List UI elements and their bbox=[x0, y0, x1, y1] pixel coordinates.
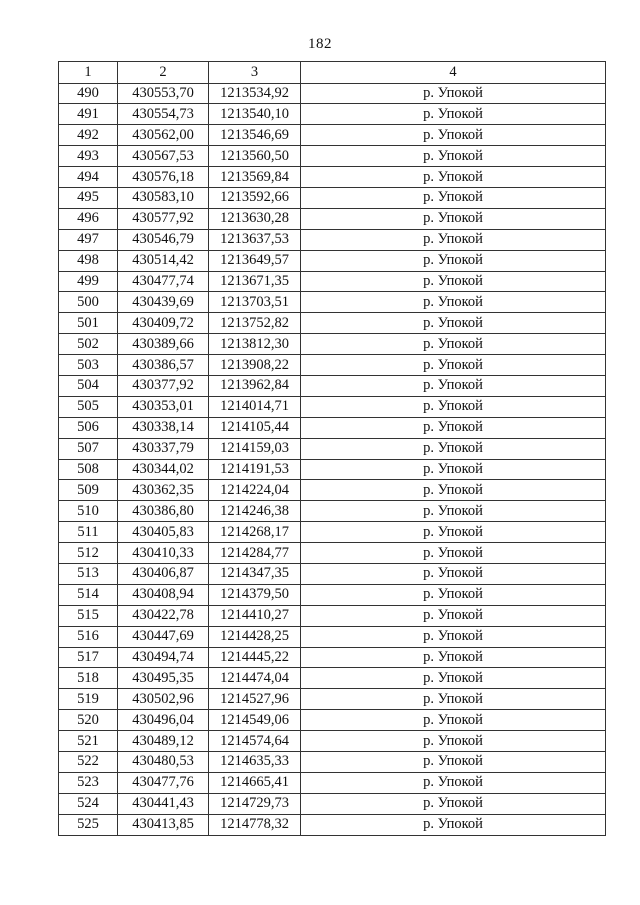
point-number-cell: 491 bbox=[59, 104, 118, 125]
point-number-cell: 490 bbox=[59, 83, 118, 104]
x-coordinate-cell: 430577,92 bbox=[118, 208, 209, 229]
description-cell: р. Упокой bbox=[301, 208, 606, 229]
point-number-cell: 506 bbox=[59, 417, 118, 438]
description-cell: р. Упокой bbox=[301, 814, 606, 835]
description-cell: р. Упокой bbox=[301, 83, 606, 104]
table-row bbox=[59, 605, 606, 626]
point-number-cell: 525 bbox=[59, 814, 118, 835]
y-coordinate-cell: 1214246,38 bbox=[209, 501, 301, 522]
point-number-cell: 518 bbox=[59, 668, 118, 689]
table-row bbox=[59, 271, 606, 292]
point-number-cell: 513 bbox=[59, 563, 118, 584]
y-coordinate-cell: 1214191,53 bbox=[209, 459, 301, 480]
y-coordinate-cell: 1213649,57 bbox=[209, 250, 301, 271]
x-coordinate-cell: 430502,96 bbox=[118, 689, 209, 710]
point-number-cell: 520 bbox=[59, 710, 118, 731]
x-coordinate-cell: 430338,14 bbox=[118, 417, 209, 438]
x-coordinate-cell: 430413,85 bbox=[118, 814, 209, 835]
description-cell: р. Упокой bbox=[301, 772, 606, 793]
x-coordinate-cell: 430439,69 bbox=[118, 292, 209, 313]
y-coordinate-cell: 1214159,03 bbox=[209, 438, 301, 459]
y-coordinate-cell: 1214014,71 bbox=[209, 396, 301, 417]
x-coordinate-cell: 430353,01 bbox=[118, 396, 209, 417]
description-cell: р. Упокой bbox=[301, 731, 606, 752]
description-cell: р. Упокой bbox=[301, 543, 606, 564]
description-cell: р. Упокой bbox=[301, 459, 606, 480]
x-coordinate-cell: 430377,92 bbox=[118, 375, 209, 396]
y-coordinate-cell: 1214268,17 bbox=[209, 522, 301, 543]
point-number-cell: 495 bbox=[59, 187, 118, 208]
x-coordinate-cell: 430386,57 bbox=[118, 355, 209, 376]
page-number: 182 bbox=[308, 36, 332, 52]
point-number-cell: 511 bbox=[59, 522, 118, 543]
description-cell: р. Упокой bbox=[301, 104, 606, 125]
point-number-cell: 512 bbox=[59, 543, 118, 564]
description-cell: р. Упокой bbox=[301, 313, 606, 334]
y-coordinate-cell: 1214527,96 bbox=[209, 689, 301, 710]
description-cell: р. Упокой bbox=[301, 187, 606, 208]
x-coordinate-cell: 430410,33 bbox=[118, 543, 209, 564]
description-cell: р. Упокой bbox=[301, 167, 606, 188]
point-number-cell: 516 bbox=[59, 626, 118, 647]
table-row bbox=[59, 459, 606, 480]
description-cell: р. Упокой bbox=[301, 793, 606, 814]
description-cell: р. Упокой bbox=[301, 375, 606, 396]
point-number-cell: 505 bbox=[59, 396, 118, 417]
table-row bbox=[59, 229, 606, 250]
y-coordinate-cell: 1213637,53 bbox=[209, 229, 301, 250]
y-coordinate-cell: 1214574,64 bbox=[209, 731, 301, 752]
x-coordinate-cell: 430553,70 bbox=[118, 83, 209, 104]
table-row bbox=[59, 793, 606, 814]
table-row bbox=[59, 146, 606, 167]
table-row bbox=[59, 187, 606, 208]
y-coordinate-cell: 1214778,32 bbox=[209, 814, 301, 835]
table-row bbox=[59, 626, 606, 647]
description-cell: р. Упокой bbox=[301, 501, 606, 522]
point-number-cell: 492 bbox=[59, 125, 118, 146]
point-number-cell: 510 bbox=[59, 501, 118, 522]
y-coordinate-cell: 1213540,10 bbox=[209, 104, 301, 125]
description-cell: р. Упокой bbox=[301, 668, 606, 689]
table-row bbox=[59, 647, 606, 668]
x-coordinate-cell: 430567,53 bbox=[118, 146, 209, 167]
description-cell: р. Упокой bbox=[301, 396, 606, 417]
y-coordinate-cell: 1214347,35 bbox=[209, 563, 301, 584]
y-coordinate-cell: 1213592,66 bbox=[209, 187, 301, 208]
description-cell: р. Упокой bbox=[301, 647, 606, 668]
table-row bbox=[59, 355, 606, 376]
point-number-cell: 494 bbox=[59, 167, 118, 188]
y-coordinate-cell: 1213962,84 bbox=[209, 375, 301, 396]
x-coordinate-cell: 430477,76 bbox=[118, 772, 209, 793]
y-coordinate-cell: 1214224,04 bbox=[209, 480, 301, 501]
table-row bbox=[59, 83, 606, 104]
y-coordinate-cell: 1214549,06 bbox=[209, 710, 301, 731]
x-coordinate-cell: 430386,80 bbox=[118, 501, 209, 522]
table-row bbox=[59, 668, 606, 689]
x-coordinate-cell: 430406,87 bbox=[118, 563, 209, 584]
description-cell: р. Упокой bbox=[301, 229, 606, 250]
table-row bbox=[59, 438, 606, 459]
x-coordinate-cell: 430441,43 bbox=[118, 793, 209, 814]
y-coordinate-cell: 1214284,77 bbox=[209, 543, 301, 564]
table-row bbox=[59, 689, 606, 710]
y-coordinate-cell: 1213569,84 bbox=[209, 167, 301, 188]
y-coordinate-cell: 1213908,22 bbox=[209, 355, 301, 376]
description-cell: р. Упокой bbox=[301, 626, 606, 647]
x-coordinate-cell: 430489,12 bbox=[118, 731, 209, 752]
description-cell: р. Упокой bbox=[301, 292, 606, 313]
point-number-cell: 522 bbox=[59, 752, 118, 773]
table-row bbox=[59, 752, 606, 773]
description-cell: р. Упокой bbox=[301, 480, 606, 501]
y-coordinate-cell: 1213703,51 bbox=[209, 292, 301, 313]
point-number-cell: 517 bbox=[59, 647, 118, 668]
table-row bbox=[59, 396, 606, 417]
point-number-cell: 521 bbox=[59, 731, 118, 752]
description-cell: р. Упокой bbox=[301, 334, 606, 355]
description-cell: р. Упокой bbox=[301, 125, 606, 146]
description-cell: р. Упокой bbox=[301, 584, 606, 605]
table-row bbox=[59, 125, 606, 146]
y-coordinate-cell: 1214635,33 bbox=[209, 752, 301, 773]
table-row bbox=[59, 417, 606, 438]
table-row bbox=[59, 543, 606, 564]
description-cell: р. Упокой bbox=[301, 605, 606, 626]
description-cell: р. Упокой bbox=[301, 355, 606, 376]
x-coordinate-cell: 430495,35 bbox=[118, 668, 209, 689]
description-cell: р. Упокой bbox=[301, 271, 606, 292]
description-cell: р. Упокой bbox=[301, 563, 606, 584]
table-row bbox=[59, 710, 606, 731]
point-number-cell: 497 bbox=[59, 229, 118, 250]
table-row bbox=[59, 375, 606, 396]
x-coordinate-cell: 430496,04 bbox=[118, 710, 209, 731]
column-header-3: 3 bbox=[209, 62, 301, 84]
table-row bbox=[59, 250, 606, 271]
table-row bbox=[59, 814, 606, 835]
coordinates-table bbox=[58, 61, 606, 836]
x-coordinate-cell: 430422,78 bbox=[118, 605, 209, 626]
y-coordinate-cell: 1214474,04 bbox=[209, 668, 301, 689]
point-number-cell: 493 bbox=[59, 146, 118, 167]
column-header-2: 2 bbox=[118, 62, 209, 84]
x-coordinate-cell: 430405,83 bbox=[118, 522, 209, 543]
point-number-cell: 514 bbox=[59, 584, 118, 605]
point-number-cell: 498 bbox=[59, 250, 118, 271]
y-coordinate-cell: 1213534,92 bbox=[209, 83, 301, 104]
x-coordinate-cell: 430344,02 bbox=[118, 459, 209, 480]
y-coordinate-cell: 1214729,73 bbox=[209, 793, 301, 814]
point-number-cell: 519 bbox=[59, 689, 118, 710]
x-coordinate-cell: 430362,35 bbox=[118, 480, 209, 501]
point-number-cell: 502 bbox=[59, 334, 118, 355]
table-row bbox=[59, 292, 606, 313]
table-row bbox=[59, 480, 606, 501]
y-coordinate-cell: 1213560,50 bbox=[209, 146, 301, 167]
point-number-cell: 496 bbox=[59, 208, 118, 229]
x-coordinate-cell: 430389,66 bbox=[118, 334, 209, 355]
description-cell: р. Упокой bbox=[301, 689, 606, 710]
table-row bbox=[59, 501, 606, 522]
table-row bbox=[59, 334, 606, 355]
table-body bbox=[59, 83, 606, 835]
x-coordinate-cell: 430409,72 bbox=[118, 313, 209, 334]
x-coordinate-cell: 430408,94 bbox=[118, 584, 209, 605]
table-row bbox=[59, 104, 606, 125]
description-cell: р. Упокой bbox=[301, 417, 606, 438]
y-coordinate-cell: 1213546,69 bbox=[209, 125, 301, 146]
x-coordinate-cell: 430554,73 bbox=[118, 104, 209, 125]
y-coordinate-cell: 1213671,35 bbox=[209, 271, 301, 292]
description-cell: р. Упокой bbox=[301, 146, 606, 167]
y-coordinate-cell: 1214665,41 bbox=[209, 772, 301, 793]
point-number-cell: 523 bbox=[59, 772, 118, 793]
table-row bbox=[59, 208, 606, 229]
x-coordinate-cell: 430514,42 bbox=[118, 250, 209, 271]
x-coordinate-cell: 430562,00 bbox=[118, 125, 209, 146]
x-coordinate-cell: 430583,10 bbox=[118, 187, 209, 208]
description-cell: р. Упокой bbox=[301, 710, 606, 731]
y-coordinate-cell: 1214410,27 bbox=[209, 605, 301, 626]
description-cell: р. Упокой bbox=[301, 522, 606, 543]
table-row bbox=[59, 563, 606, 584]
x-coordinate-cell: 430447,69 bbox=[118, 626, 209, 647]
point-number-cell: 501 bbox=[59, 313, 118, 334]
y-coordinate-cell: 1214428,25 bbox=[209, 626, 301, 647]
x-coordinate-cell: 430480,53 bbox=[118, 752, 209, 773]
x-coordinate-cell: 430576,18 bbox=[118, 167, 209, 188]
point-number-cell: 507 bbox=[59, 438, 118, 459]
y-coordinate-cell: 1213630,28 bbox=[209, 208, 301, 229]
table-row bbox=[59, 731, 606, 752]
table-row bbox=[59, 522, 606, 543]
y-coordinate-cell: 1213752,82 bbox=[209, 313, 301, 334]
point-number-cell: 515 bbox=[59, 605, 118, 626]
x-coordinate-cell: 430546,79 bbox=[118, 229, 209, 250]
column-header-1: 1 bbox=[59, 62, 118, 84]
point-number-cell: 524 bbox=[59, 793, 118, 814]
point-number-cell: 509 bbox=[59, 480, 118, 501]
point-number-cell: 508 bbox=[59, 459, 118, 480]
description-cell: р. Упокой bbox=[301, 438, 606, 459]
point-number-cell: 499 bbox=[59, 271, 118, 292]
y-coordinate-cell: 1214105,44 bbox=[209, 417, 301, 438]
x-coordinate-cell: 430337,79 bbox=[118, 438, 209, 459]
y-coordinate-cell: 1214445,22 bbox=[209, 647, 301, 668]
description-cell: р. Упокой bbox=[301, 250, 606, 271]
description-cell: р. Упокой bbox=[301, 752, 606, 773]
table-row bbox=[59, 313, 606, 334]
x-coordinate-cell: 430477,74 bbox=[118, 271, 209, 292]
table-row bbox=[59, 167, 606, 188]
point-number-cell: 503 bbox=[59, 355, 118, 376]
point-number-cell: 504 bbox=[59, 375, 118, 396]
y-coordinate-cell: 1213812,30 bbox=[209, 334, 301, 355]
table-row bbox=[59, 584, 606, 605]
point-number-cell: 500 bbox=[59, 292, 118, 313]
table-row bbox=[59, 772, 606, 793]
x-coordinate-cell: 430494,74 bbox=[118, 647, 209, 668]
y-coordinate-cell: 1214379,50 bbox=[209, 584, 301, 605]
column-header-4: 4 bbox=[301, 62, 606, 84]
table-header-row bbox=[59, 62, 606, 84]
